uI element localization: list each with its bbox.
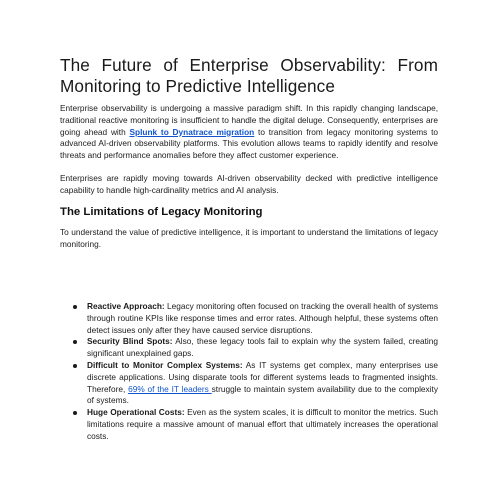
list-item xyxy=(60,301,438,336)
bullet-text: Legacy monitoring often focused on tracking the overall health of systems through routine KPIs like response times and error rates. Although helpful, these systems often detect issues only after they have caused service disruptions. xyxy=(87,301,438,335)
bullet-label: Huge Operational Costs: xyxy=(87,407,185,418)
bullet-label: Difficult to Monitor Complex Systems: xyxy=(87,359,243,370)
paragraph-ai-observability: Enterprises are rapidly moving towards AI-driven observability decked with predictive intelligence capability to handle high-cardinality metrics and AI analysis. xyxy=(60,173,438,195)
section-heading: The Limitations of Legacy Monitoring xyxy=(60,206,263,218)
bullet-text-before-link: As IT systems get complex, many enterprises use discrete applications. Using disparate tools for different systems leads to fragmented insights. Therefore, xyxy=(87,359,438,394)
list-item xyxy=(60,360,438,407)
intro-text-after-link: to transition from legacy monitoring systems to advanced AI-driven observability platforms. This evolution allows teams to rapidly identify and resolve threats and performance anomalies before they affect customer experience. xyxy=(60,126,438,161)
bullet-label: Security Blind Spots: xyxy=(87,336,173,347)
page-title: The Future of Enterprise Observability: From Monitoring to Predictive Intelligence xyxy=(60,55,438,96)
section-intro-paragraph: To understand the value of predictive intelligence, it is important to understand the limitations of legacy monitoring. xyxy=(60,227,438,249)
list-item xyxy=(60,407,438,442)
bullet-text: Even as the system scales, it is difficult to monitor the metrics. Such limitations require a massive amount of manual effort that ultimately increases the operational costs. xyxy=(87,407,439,441)
limitations-list xyxy=(60,301,438,443)
bullet-text: Also, these legacy tools fail to explain why the system failed, creating significant unexplained gaps. xyxy=(87,336,438,359)
list-item xyxy=(60,336,438,360)
bullet-text-after-link: struggle to maintain system availability due to the complexity of systems. xyxy=(87,383,438,406)
bullet-dot-icon xyxy=(73,364,77,368)
it-leaders-statistic-link[interactable]: 69% of the IT leaders xyxy=(128,383,212,394)
splunk-to-dynatrace-link[interactable]: Splunk to Dynatrace migration xyxy=(129,126,255,137)
bullet-label: Reactive Approach: xyxy=(87,301,165,311)
intro-paragraph xyxy=(60,103,438,162)
bullet-dot-icon xyxy=(73,305,77,309)
intro-text-before-link: Enterprise observability is undergoing a massive paradigm shift. In this rapidly changing landscape, traditional reactive monitoring is insufficient to handle the digital deluge. Consequently, enterprises are going ahead with xyxy=(60,103,438,137)
bullet-dot-icon xyxy=(73,340,77,344)
bullet-dot-icon xyxy=(73,411,77,415)
